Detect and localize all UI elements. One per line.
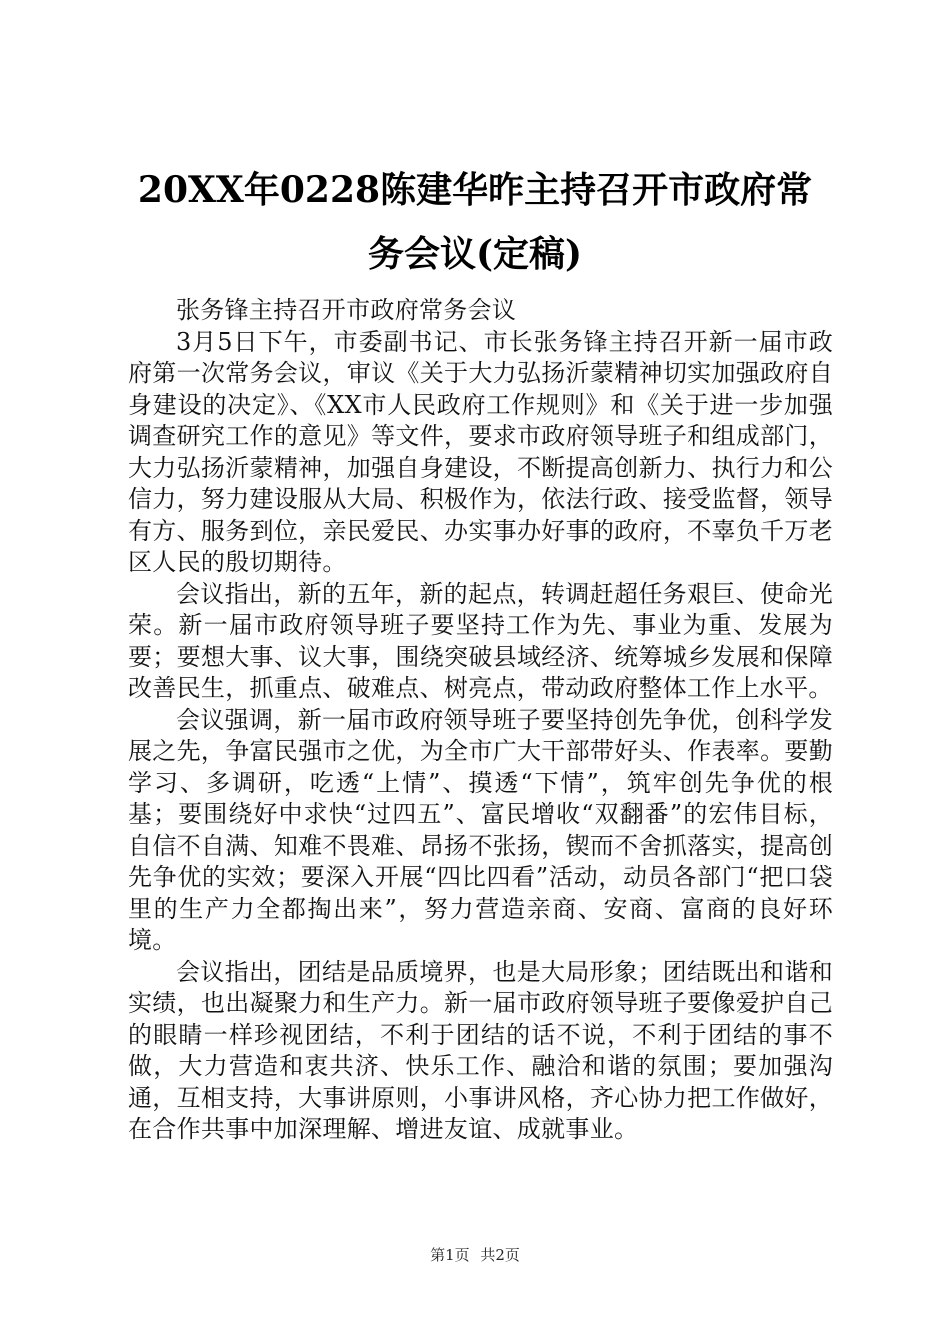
page-footer: [0, 1245, 950, 1265]
paragraph-2: 会议指出，新的五年，新的起点，转调赶超任务艰巨、使命光荣。新一届市政府领导班子要坚持工作为先、事业为重、发展为要；要想大事、议大事，围绕突破县域经济、统筹城乡发展和保障改善民生，抓重点、破难点、树亮点，带动政府整体工作上水平。: [128, 579, 833, 702]
page-number: 第1页: [430, 1246, 470, 1264]
document-body: [128, 295, 833, 1146]
subheading: 张务锋主持召开市政府常务会议: [176, 296, 517, 324]
document-title: 20XX年0228陈建华昨主持召开市政府常务会议(定稿): [137, 169, 813, 275]
page-total: 共2页: [480, 1246, 520, 1264]
paragraph-1: 3月5日下午，市委副书记、市长张务锋主持召开新一届市政府第一次常务会议，审议《关于大力弘扬沂蒙精神切实加强政府自身建设的决定》、《XX市人民政府工作规则》和《关于进一步加强调查研究工作的意见》等文件，要求市政府领导班子和组成部门，大力弘扬沂蒙精神，加强自身建设，不断提高创新力、执行力和公信力，努力建设服从大局、积极作为，依法行政、接受监督，领导有方、服务到位，亲民爱民、办实事办好事的政府，不辜负千万老区人民的殷切期待。: [128, 327, 833, 576]
paragraph-4: 会议指出，团结是品质境界，也是大局形象；团结既出和谐和实绩，也出凝聚力和生产力。新一届市政府领导班子要像爱护自己的眼睛一样珍视团结，不利于团结的话不说，不利于团结的事不做，大力营造和衷共济、快乐工作、融洽和谐的氛围；要加强沟通，互相支持，大事讲原则，小事讲风格，齐心协力把工作做好，在合作共事中加深理解、增进友谊、成就事业。: [128, 957, 833, 1143]
paragraph-3: 会议强调，新一届市政府领导班子要坚持创先争优，创科学发展之先，争富民强市之优，为全市广大干部带好头、作表率。要勤学习、多调研，吃透“上情”、摸透“下情”，筑牢创先争优的根基；要围绕好中求快“过四五”、富民增收“双翻番”的宏伟目标，自信不自满、知难不畏难、昂扬不张扬，锲而不舍抓落实，提高创先争优的实效；要深入开展“四比四看”活动，动员各部门“把口袋里的生产力全都掏出来”，努力营造亲商、安商、富商的良好环境。: [128, 705, 833, 954]
